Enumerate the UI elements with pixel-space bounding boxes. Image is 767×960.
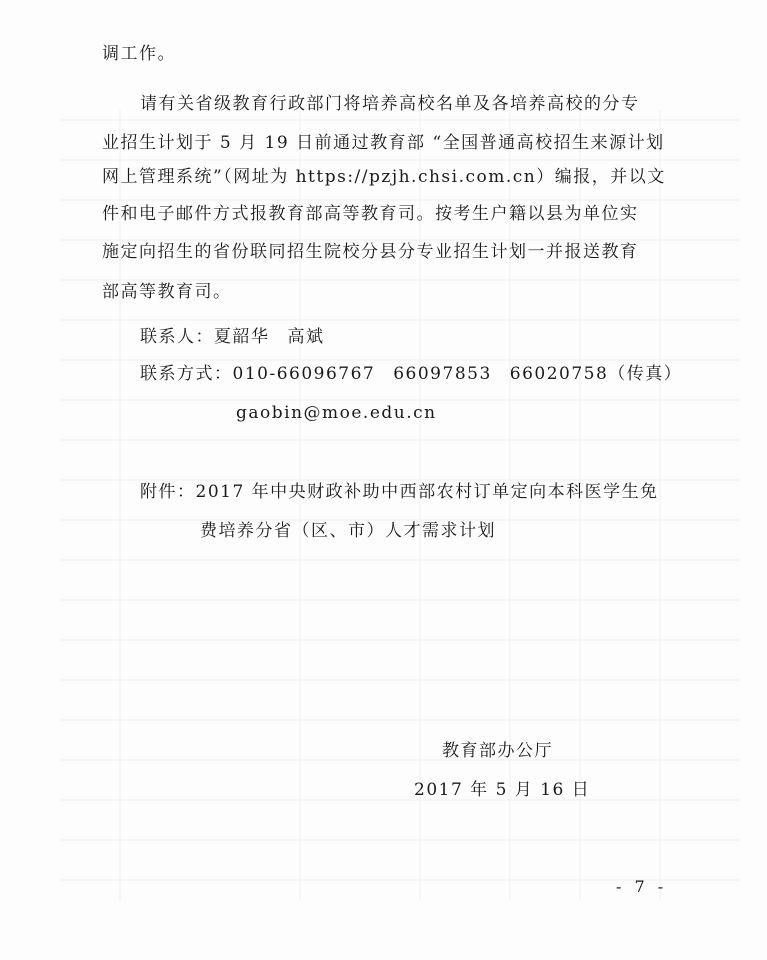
contact-method-label: 联系方式： [140, 364, 233, 384]
phone-2: 66097853 [393, 364, 492, 384]
paragraph-line-2: 业招生计划于 5 月 19 日前通过教育部 “全国普通高校招生来源计划 [102, 133, 665, 153]
contact-method-line [140, 363, 682, 385]
paragraph-line-5: 施定向招生的省份联同招生院校分县分专业招生计划一并报送教育 [102, 242, 639, 262]
contact-name-1: 夏韶华 [214, 327, 270, 347]
paragraph-line-6: 部高等教育司。 [102, 282, 232, 302]
fax-number: 66020758（传真） [509, 364, 683, 384]
attachment-line-1: 附件：2017 年中央财政补助中西部农村订单定向本科医学生免 [140, 482, 659, 502]
contact-person-line [140, 326, 325, 348]
paragraph-continuation: 调工作。 [102, 44, 176, 64]
contact-name-2: 高斌 [287, 327, 325, 347]
contact-email: gaobin@moe.edu.cn [236, 403, 437, 423]
paragraph-line-4: 件和电子邮件方式报教育部高等教育司。按考生户籍以县为单位实 [102, 204, 639, 224]
page-number: - 7 - [616, 877, 668, 896]
signature-date: 2017 年 5 月 16 日 [414, 780, 591, 800]
paragraph-line-1: 请有关省级教育行政部门将培养高校名单及各培养高校的分专 [140, 94, 640, 114]
contact-label: 联系人： [140, 327, 214, 347]
attachment-line-2: 费培养分省（区、市）人才需求计划 [200, 521, 496, 541]
phone-1: 010-66096767 [232, 364, 376, 384]
signature-org: 教育部办公厅 [442, 741, 553, 761]
paragraph-line-3: 网上管理系统”（网址为 https://pzjh.chsi.com.cn）编报，并以文 [102, 167, 666, 187]
